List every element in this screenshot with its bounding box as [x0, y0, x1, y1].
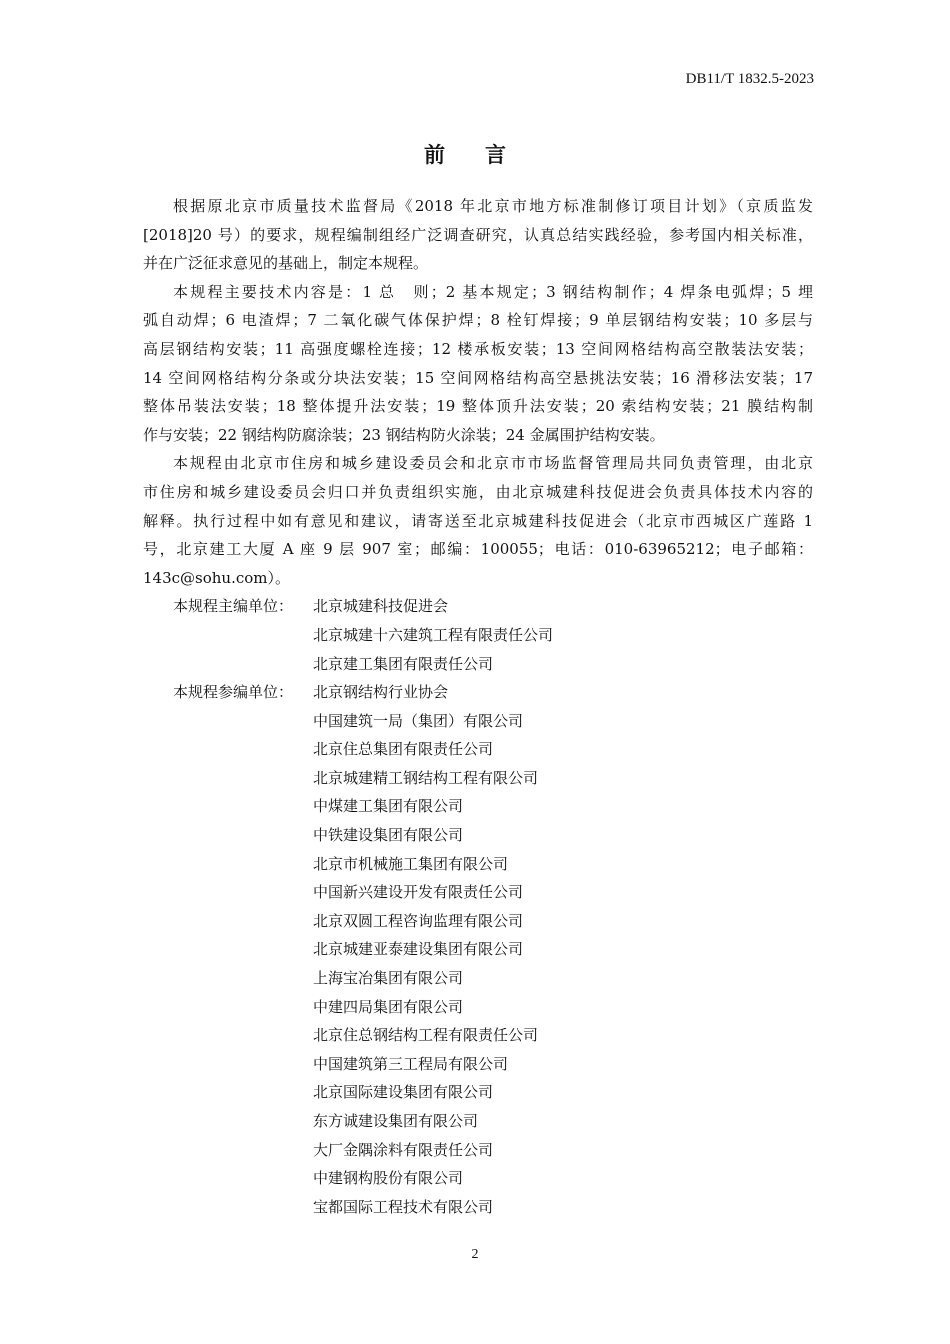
unit-row: [143, 1164, 813, 1193]
paragraph-line: 弧自动焊；6 电渣焊；7 二氧化碳气体保护焊；8 栓钉焊接；9 单层钢结构安装；10 多层与: [143, 311, 813, 330]
paragraph-line: 解释。执行过程中如有意见和建议，请寄送至北京城建科技促进会（北京市西城区广莲路 1: [143, 511, 813, 530]
document-code: DB11/T 1832.5-2023: [685, 71, 814, 87]
preface-paragraphs: [143, 192, 813, 592]
unit-row: [143, 821, 813, 850]
paragraph-line: 14 空间网格结构分条或分块法安装；15 空间网格结构高空悬挑法安装；16 滑移法安装；17: [143, 368, 813, 387]
preface-paragraph: [143, 449, 813, 592]
unit-row: [143, 792, 813, 821]
unit-name: 北京双圆工程咨询监理有限公司: [313, 911, 524, 930]
unit-name: 北京市机械施工集团有限公司: [313, 854, 509, 873]
unit-row: [143, 935, 813, 964]
unit-name: 中国建筑第三工程局有限公司: [313, 1054, 509, 1073]
paragraph-line: 号，北京建工大厦 A 座 9 层 907 室；邮编：100055；电话：010-63965212；电子邮箱：: [143, 540, 813, 559]
unit-row: [143, 735, 813, 764]
unit-name: 北京城建精工钢结构工程有限公司: [313, 768, 539, 787]
page-number: 2: [471, 1247, 479, 1262]
preface-paragraph: [143, 192, 813, 278]
unit-name: 大厂金隅涂料有限责任公司: [313, 1140, 494, 1159]
unit-row: [143, 1136, 813, 1165]
document-body: [143, 192, 813, 1221]
paragraph-line: 作与安装；22 钢结构防腐涂装；23 钢结构防火涂装；24 金属围护结构安装。: [143, 425, 665, 444]
paragraph-line: 高层钢结构安装；11 高强度螺栓连接；12 楼承板安装；13 空间网格结构高空散装法安装；: [143, 339, 813, 358]
unit-name: 中国建筑一局（集团）有限公司: [313, 711, 524, 730]
unit-name: 中国新兴建设开发有限责任公司: [313, 883, 524, 902]
unit-row: [143, 1078, 813, 1107]
unit-name: 中铁建设集团有限公司: [313, 826, 464, 845]
unit-row: [143, 621, 813, 650]
unit-name: 北京建工集团有限责任公司: [313, 654, 494, 673]
unit-row: [143, 850, 813, 879]
unit-name: 北京城建十六建筑工程有限责任公司: [313, 625, 554, 644]
paragraph-line: [2018]20 号）的要求，规程编制组经广泛调查研究，认真总结实践经验，参考国内相关标准，: [143, 225, 813, 244]
chief-editor-units: [143, 592, 813, 678]
preface-paragraph: [143, 278, 813, 450]
unit-name: 北京国际建设集团有限公司: [313, 1083, 494, 1102]
unit-row: [143, 1193, 813, 1222]
unit-name: 宝都国际工程技术有限公司: [313, 1197, 494, 1216]
unit-name: 北京住总集团有限责任公司: [313, 740, 494, 759]
unit-role-label: 本规程主编单位：: [173, 597, 294, 616]
unit-row: [143, 650, 813, 679]
unit-row: [143, 993, 813, 1022]
paragraph-line: 143c@sohu.com）。: [143, 568, 291, 587]
unit-name: 中煤建工集团有限公司: [313, 797, 464, 816]
paragraph-line: 本规程主要技术内容是：1 总 则；2 基本规定；3 钢结构制作；4 焊条电弧焊；5 埋: [173, 282, 813, 301]
paragraph-line: 并在广泛征求意见的基础上，制定本规程。: [143, 254, 429, 273]
unit-row: [143, 964, 813, 993]
paragraph-line: 本规程由北京市住房和城乡建设委员会和北京市市场监督管理局共同负责管理，由北京: [173, 454, 813, 473]
unit-row: [143, 764, 813, 793]
unit-name: 东方诚建设集团有限公司: [313, 1112, 479, 1130]
unit-name: 北京钢结构行业协会: [313, 683, 449, 702]
page-title: 前言: [424, 142, 546, 167]
unit-row: [143, 878, 813, 907]
paragraph-line: 市住房和城乡建设委员会归口并负责组织实施，由北京城建科技促进会负责具体技术内容的: [143, 482, 813, 501]
unit-row: [143, 1107, 813, 1136]
unit-row: [143, 1050, 813, 1079]
unit-name: 上海宝冶集团有限公司: [313, 969, 464, 988]
unit-row: [143, 907, 813, 936]
paragraph-line: 根据原北京市质量技术监督局《2018 年北京市地方标准制修订项目计划》（京质监发: [173, 197, 813, 215]
unit-row: [143, 678, 813, 707]
unit-name: 北京城建亚泰建设集团有限公司: [313, 940, 524, 959]
unit-name: 北京城建科技促进会: [313, 597, 449, 616]
unit-row: [143, 1021, 813, 1050]
unit-name: 北京住总钢结构工程有限责任公司: [313, 1026, 539, 1045]
unit-name: 中建四局集团有限公司: [313, 997, 464, 1016]
unit-row: [143, 592, 813, 621]
unit-name: 中建钢构股份有限公司: [313, 1169, 464, 1188]
unit-row: [143, 707, 813, 736]
co-editor-units: [143, 678, 813, 1221]
unit-role-label: 本规程参编单位：: [173, 683, 294, 702]
paragraph-line: 整体吊装法安装；18 整体提升法安装；19 整体顶升法安装；20 索结构安装；21 膜结构制: [143, 397, 813, 416]
